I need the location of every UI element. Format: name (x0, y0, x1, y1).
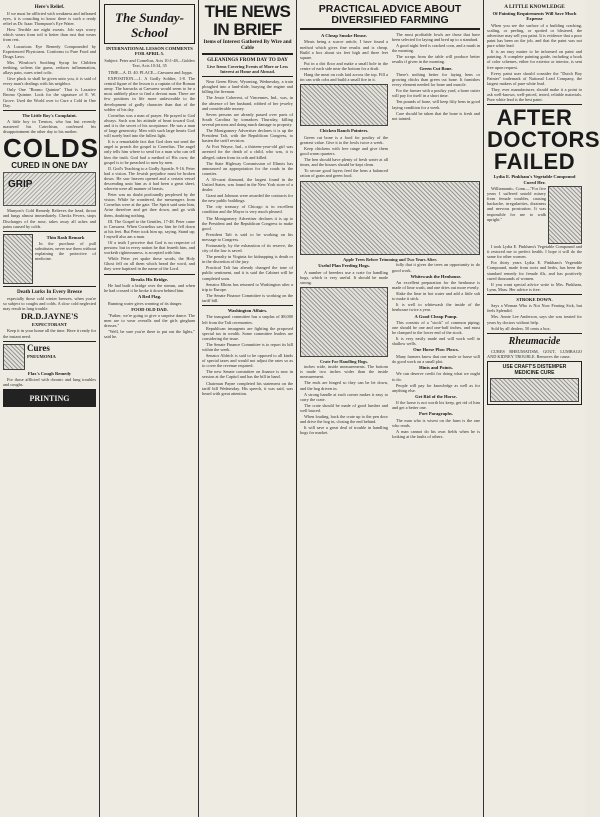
news-text: Near Green River, Wyoming, Wednesday, a train ploughed into a land-slide, burying the engine and killing the fireman. The Jessie Coherent, of Vincennes, Ind., was, in the absence of her husband, robbed of her jewelry and considerable money. Seven persons are already passed over parts of South Carolina by tornadoes Thursday, killing several persons and doing much damage to property. The Montgomery Advertiser declares it is up the President Taft, with the Republican Congress, to hasten the tariff revision. At Fort Wayne, Ind., a thirteen-year-old girl was arrested for the death of a child, who was, it is alleged, taken from its crib and killed. The State Highway Commission of Illinois has announced an appropriation for the roads in the counties. A 30-carat diamond, the largest found in the United States, was found in the New York store of a dealer. Grant and Johnson were awarded the contracts for the new public buildings. The city treasury of Chicago is in excellent condition and the Mayor is very much pleased. The Montgomery Advertiser declares it is up to the President and the Republican Congress to make good. President Taft is said to be working on his message to Congress. Fortunately, by the exhaustion of its reserve, the city of the law is saved. The penalty in Virginia for kidnapping is death or in the discretion of the jury. Practical Taft has already changed the tone of public sentiment, and it is said the Cabinet will be completed soon. Senator Elkins has returned to Washington after a trip to Europe. The Senate Finance Committee is working on the tariff bill. (202, 79, 293, 303)
whitewash-heading: Whitewash the Henhouse. (410, 273, 462, 279)
bottle-image (3, 344, 25, 370)
trees-text: fully that it gives the trees an opportunity to do good work. (392, 262, 480, 273)
cheap-smoke-heading: A Cheap Smoke House. (321, 33, 367, 38)
crate-caption: Crate For Handling Hogs. (320, 359, 368, 365)
grip-illustration (3, 172, 96, 206)
practical-advice-title: PRACTICAL ADVICE ABOUT DIVERSIFIED FARMING (318, 3, 462, 26)
whitewash-text: An excellent preparation for the henhouse is made of lime wash, and one dries out more evenly. Slake the lime in hot water and add a little salt to make it stick. It is well to whitewash the inside of the henhouse twice a year. (392, 280, 480, 313)
pinkham-row (487, 186, 582, 244)
relief-text: If we must be afflicted with weakness and inflamed eyes, it is consoling to know there is such a ready relief as Dr. Isaac Thompson's Eye Water. How Terrible are night sweats. Job says worry which wears from toil is better than rust that wears from rest. A Luxurious Eye Remedy Compounded by Experienced Physicians. Conforms to Pure Food and Drugs Laws. Mrs. Winslow's Soothing Syrup for Children teething, softens the gums, reduces inflammation, allays pain, cures wind colic. Give pluck to shall be given unto you, it is said of every man's dealings with his neighbor. Only One "Bromo Quinine" That is Laxative Bromo Quinine. Look for the signature of E. W. Grove. Used the World over to Cure a Cold in One Day. (3, 11, 96, 108)
apple-trees-image (300, 181, 480, 255)
rheumacide-title: Rheumacide (508, 335, 561, 347)
column-3 (199, 0, 297, 817)
pinkham-text: I took Lydia E. Pinkham's Vegetable Compound and it restored me to perfect health. I hope it will do the same for other women. For thirty years Lydia E. Pinkham's Vegetable Compound, made from roots and herbs, has been the standard remedy for female ills, and has positively cured thousands of women. If you want special advice write to Mrs. Pinkham, Lynn, Mass. Her advice is free. (487, 244, 582, 292)
craft-ad (487, 361, 582, 405)
death-lurks-text: especially those cold winter breezes, when you're so subject to coughs and colds. A slow cold neglected may result in lung trouble. (3, 295, 96, 311)
one-plow-heading: One Horse Plow Plows. (413, 347, 459, 353)
farming-text-right-top: The most profitable fowls are those that have been selected for laying and bred up to a standard. A good night feed is cracked corn, and a mash in the morning. The scraps from the table will produce better results if given in the morning. (392, 32, 480, 65)
farming-columns-top (300, 32, 480, 179)
munyon-text: Munyon's Cold Remedy Relieves the head, throat and lungs almost immediately. Checks Fevers, stops Discharges of the nose, takes away all aches and pains caused by colds. (3, 208, 96, 229)
horse-image (490, 378, 579, 402)
breaks-bridge-heading: Breaks His Bridge. (130, 276, 169, 282)
plan-heading: Useful Plan Feeding Hogs. (318, 263, 370, 269)
column-1 (0, 0, 100, 817)
flax-title: Flax's Cough Remedy (27, 370, 72, 376)
column-2 (101, 0, 199, 817)
port-heading: Port Paragraphs. (419, 411, 453, 417)
lesson-heading: INTERNATIONAL LESSON COMMENTS FOR APRIL 5. (106, 46, 193, 57)
news-sub-3: Live Items Covering Events of More or Less Interest at Home and Abroad. (207, 64, 288, 75)
rid-horse-text: If the horse is not worth his keep, get rid of him and get a better one. (392, 400, 480, 411)
apple-caption: Apple Trees Before Trimming and Two Years After. (343, 257, 437, 263)
sunday-school-masthead (104, 4, 195, 44)
little-boy-heading: The Little Boy's Complaint. (22, 112, 77, 118)
knowledge-heading: A LITTLE KNOWLEDGE (504, 4, 565, 10)
cured-in-one-day: CURED IN ONE DAY (11, 161, 88, 171)
thin-ad-row (3, 234, 96, 284)
green-cut-text: There's nothing better for laying hens or growing chicks than green cut bone. It furnishes every element needed for bone and muscle. For the farmer with a poultry yard, a bone cutter will pay for itself in a short time. Ten pounds of bone, will keep fifty hens in good laying condition for a week. Care should be taken that the bone is fresh and not tainted. (392, 71, 480, 121)
cures-row (3, 344, 96, 370)
thin-ad-text: In the purchase of pull substitutes, never use them without explaining the protective of medicine. (35, 241, 96, 262)
red-flag-heading: A Red Flag. (137, 294, 162, 300)
woman-portrait (548, 186, 582, 244)
after-title: AFTER (496, 105, 573, 131)
one-plow-text: Many farmers know that one mule or horse will do good work on a small plot. (392, 353, 480, 364)
thin-ad-title: Thin Rash Remark (46, 234, 85, 240)
news-in-brief-title: THE NEWS IN BRIEF (204, 2, 291, 39)
hints-heading: Hints and Points. (419, 365, 453, 371)
jayne-name: DR.D.JAYNE'S (20, 311, 79, 322)
colds-ad-title: COLDS (3, 133, 99, 164)
breaks-bridge-text: He had built a bridge over the stream, and when he had crossed it he broke it down behind him. (104, 282, 195, 294)
washington-heading: Washington Affairs. (227, 308, 268, 314)
printing-title: PRINTING (29, 394, 70, 404)
sunday-school-title: The Sunday-School (115, 10, 184, 40)
lesson-text: TIME—A. D. 40. PLACE—Caesarea and Joppa. EXPOSITION.—1. A Godly Soldier, 1-8. The central figure of the lesson is a captain of the Roman army. The barracks at Caesarea would seem to be a most unlikely place to find a devout man. There are few positions in life more unfavorable to the development of godly character than that of the soldier of his day. Cornelius was a man of prayer. He prayed to God always. Such was his attitude of heart toward God, and it is the secret of his acceptance. He was a man of large generosity. Men with such large hearts God will surely lead into the fullest light. It is a remarkable fact that God does not send the angel to preach the gospel to Cornelius. The angel only tells him where to send for a man who can tell him the truth. God had a method of His own; the gospel is to be preached to men by men. II. God's Teaching to a Godly Apostle, 9-16. Peter had a vision. The Jewish prejudice must be broken down. He saw heaven opened and a certain vessel descending unto him as it had been a great sheet, wherein were all manner of beasts. Peter was no doubt profoundly perplexed by the vision. While he wondered, the messengers from Cornelius were at the gate. The Spirit said unto him, Arise therefore and get thee down, and go with them, doubting nothing. III. The Gospel to the Gentiles, 17-48. Peter came to Caesarea. When Cornelius saw him he fell down at his feet. But Peter took him up, saying, Stand up; I myself also am a man. Of a truth I perceive that God is no respecter of persons: but in every nation he that feareth him, and worketh righteousness, is accepted with him. While Peter yet spake these words, the Holy Ghost fell on all them which heard the word, and they were baptized in the name of the Lord. (104, 70, 195, 272)
portrait-image (3, 234, 33, 284)
green-cut-heading: Green Cut Bone. (419, 65, 453, 71)
little-boy-text: A little boy in Trenton, who has but recently mastered his Catechism, confessed his disappointment the other day to his mother. (3, 119, 96, 135)
food-old-dad-text: "Father, we're going to give a surprise dance. The men are to wear overalls and the girls gingham dresses." "Well, be sure you're there to put out the lights," said he. (104, 313, 195, 340)
smoke-house-image (300, 84, 388, 126)
pinkham-text-left: Williamantic, Conn.—"For five years I suffered untold misery from female troubles, causing backache, irregularities, dizziness and nervous prostration. It was impossible for me to walk upright." (487, 186, 546, 222)
rid-horse-heading: Get Rid of the Horse. (415, 393, 457, 399)
news-sub-1: Items of Interest Gathered By Wire and Cable (203, 39, 292, 51)
heres-relief-heading: Here's Relief. (34, 4, 65, 10)
failed-title: FAILED (493, 149, 576, 175)
death-lurks-heading: Death Lurks In Every Breeze (16, 288, 83, 295)
washington-text: The inaugural committee has a surplus of $8,000 left from the Taft ceremonies. Republican insurgents are fighting the proposed special tax in wealth. Some committee leaders are considering the issue. The Senate Finance Committee is to report its bill within the week. Senator Aldrich is said to be opposed to all kinds of special taxes and would not adjust the rates so as to cover the revenue required. The new Senate committee on finance is now in session at the Capitol and has the bill in hand. Chairman Payne completed his statement on the tariff bill Wednesday. His speech, it was said, was heard with great attention. (202, 314, 293, 396)
jayne-text: Keep it in your home all the time. Have it ready for the instant need. (3, 328, 96, 339)
crate-text: inches wide, inside measurements. The bottom is made two inches wider than the inside measurement. The ends are hinged so they can be let down, and the hog driven in. A strong handle at each corner makes it easy to carry the crate. The crate should be made of good lumber and well braced. When loading, back the crate up to the pen door and drive the hog in, closing the end behind. It will save a great deal of trouble in handling hogs for market. (300, 364, 388, 436)
lesson-subject: Subject: Peter and Cornelius, Acts 10:1-48—Golden Text, Acts 10:34, 35 (104, 57, 195, 68)
printing-ad (3, 389, 96, 407)
pneumonia-title: PNEUMONIA (27, 353, 56, 359)
grip-label: GRIP (8, 179, 33, 191)
hints-text: We can deserve credit for doing what we ought to do. People will pay for knowledge as well as for anything else. (392, 371, 480, 393)
column-4 (297, 0, 484, 817)
news-sub-2: GLEANINGS FROM DAY TO DAY (207, 57, 288, 63)
column-5 (484, 0, 600, 817)
craft-title: USE CRAFT'S DISTEMPER MEDICINE CURE (502, 363, 567, 376)
chicken-heading: Chicken Ranch Pointers. (319, 128, 369, 134)
cheap-smoke-text: Meats being a scarce article, I have found a method which gives fine results and is cheap. Build a box about six feet high and three feet square. Put in a dirt floor and make a small hole in the centre of each side near the bottom for a draft. Hang the meat on rods laid across the top. Fill a tin can with cobs and build a small fire in it. (300, 39, 388, 83)
red-flag-text: Running water gives warning of its danger. (108, 300, 183, 306)
knowledge-sub: Of Painting Requirements Will Save Much Expense (492, 11, 577, 22)
rheumacide-text: CURES RHEUMATISM, GOUT, LUMBAGO AND KIDNEY TROUBLE. Removes the cause. (487, 348, 582, 359)
pinkham-heading: Lydia E. Pinkham's Vegetable Compound Cured Her. (493, 174, 576, 185)
stroke-text: Says a Woman Who is Not Now Fearing Sick, but feels Splendid. Mrs. Annie Lee Anderson, says she was treated for years by doctors without help. Sold by all dealers. 50 cents a box. (487, 303, 582, 331)
chicken-text: Green cut bone is a food for poultry of the greatest value. Give it to the fowls twice a week. Keep chickens with free range and give them good warm quarters. The hen should have plenty of fresh water at all times, and the houses should be kept clean. To secure good layers feed the hens a balanced ration of grain and green food. (300, 134, 388, 179)
flax-text: For those afflicted with chronic and lung troubles and coughs. (3, 377, 96, 388)
crate-image (300, 287, 388, 357)
doctors-title: DOCTORS (487, 127, 600, 153)
good-pump-heading: A Good Cheap Pump. (414, 313, 458, 319)
knowledge-text: When you see the surface of a building cracking, scaling, or peeling, or spotted or blistered, the advertiser may sell you paint. It is evidence that a poor paint has been on the job, and that the paint was not pure white lead. It is an easy matter to be informed on paint and painting. A complete painting guide, including a book of color schemes, either for exterior or interior, is sent free upon request. Every paint user should consider the "Dutch Boy Painter" trademark of National Lead Company, the largest makers of pure white lead. They, ever manufacturer, should make it a point to ask well-known, well-priced, tested, reliable materials. Pure white lead is the best paint. (487, 22, 582, 103)
food-old-dad-heading: FOOD OLD DAD. (131, 306, 168, 312)
plan-text: A number of breeders use a crate for handling hogs, which is very useful. It should be made strong. (300, 269, 388, 285)
stroke-heading: STROKE DOWN. (516, 296, 553, 302)
farming-columns-bottom (300, 262, 480, 440)
jayne-sub: EXPECTORANT (31, 322, 68, 328)
cures-title: Cures (27, 342, 50, 353)
port-text: The man who is wisest on the farm is the one who reads. A man cannot do his own fields when he is looking at the faults of others. (392, 417, 480, 440)
good-pump-text: This consists of a "stock" of common piping; one should be one and one-half inches, and must be clamped to the lower end of the stock. It is very easily made and will work well in shallow wells. (392, 319, 480, 347)
